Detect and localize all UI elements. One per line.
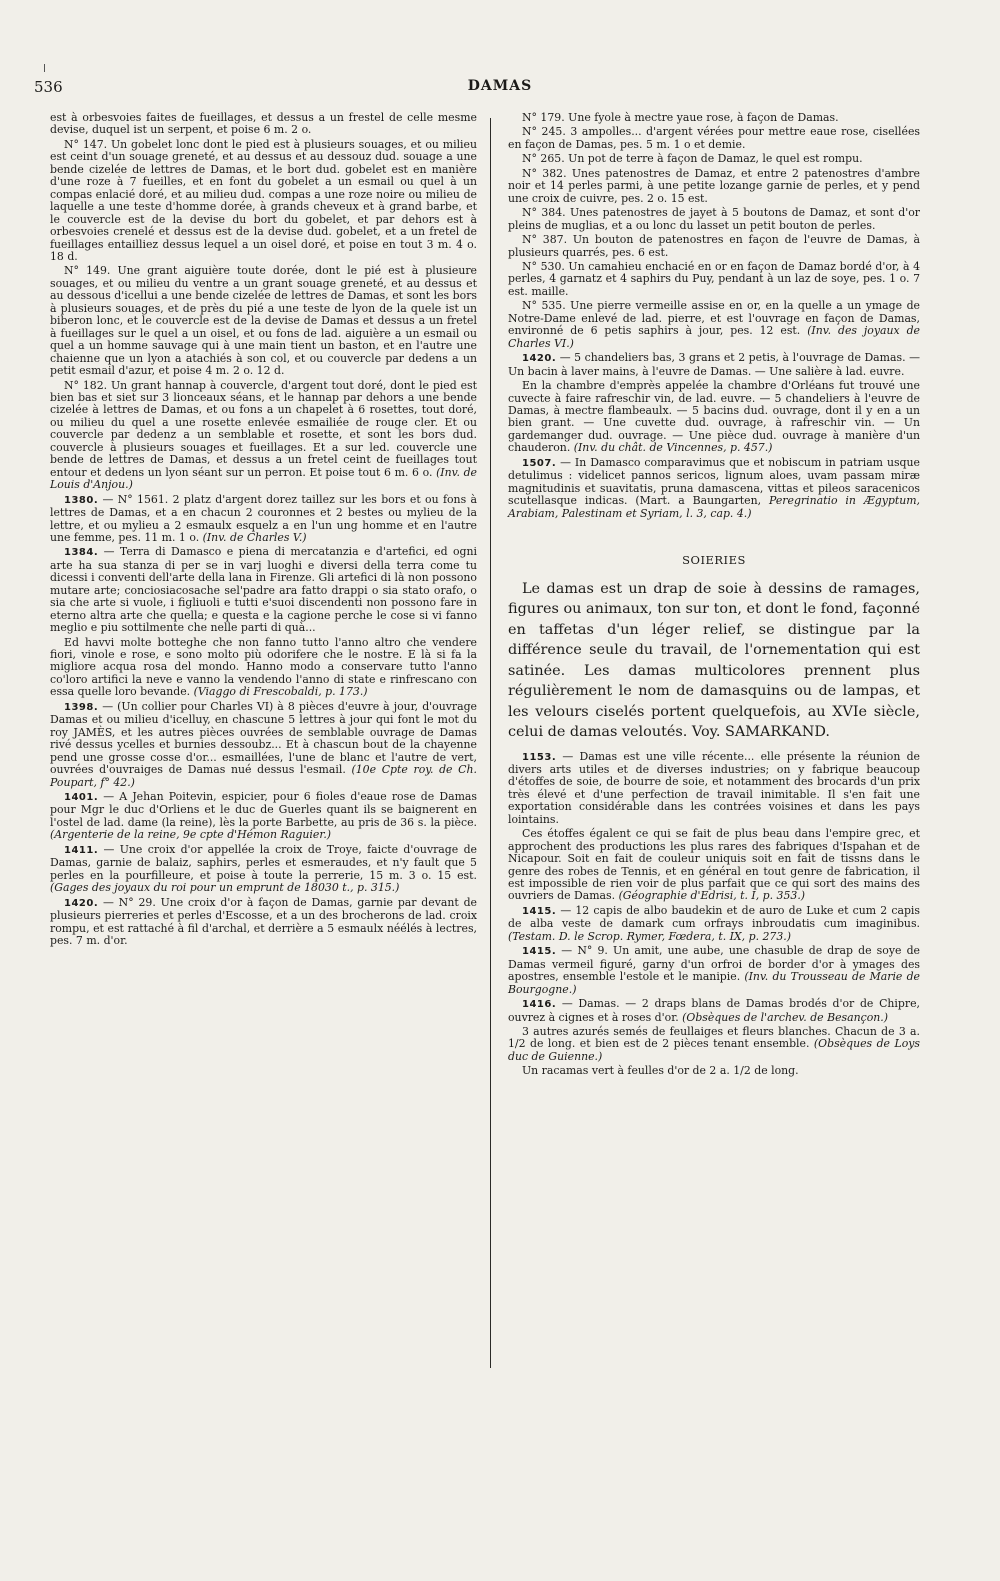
entry-text: N° 384. Unes patenostres de jayet à 5 boutons de Damaz, et sont d'or pleins de muglias, et a ou lonc du lasset un petit bouton de perles.: [508, 206, 920, 232]
entry-text: — In Damasco comparavimus que et nobiscum in patriam usque detulimus : videlicet pannos sericos, lignum aloes, uvam passam miræ magnitudinis et suavitatis, pruna damascena, vittas et pileos saracenicos scutellasque indicas. (Mart. a Baungarten,: [508, 455, 920, 508]
entry-text: — 5 chandeliers bas, 3 grans et 2 petis, à l'ouvrage de Damas. — Un bacin à laver mains, à l'euvre de Damas. — Une salière à lad. euvre.: [508, 351, 920, 378]
entry-text: — Terra di Damasco e piena di mercatanzia e d'artefici, ed ogni arte ha sua stanza di per se in varj luoghi e diversi della terra come tu dicessi i conventi dell'arte della lana in Firenze. Gli artefici di là non possono mutare arte; conciosiacosache sel'padre ara fatto drappi o sia stato orafo, o sia che arte si vuole, i figliuoli e tutti e'suoi discendenti non possono fare in eterno altra arte che quella; e questa e la cagione perche le cose si vi fanno meglio e piu sottilmente che nelle parti di quà...: [50, 545, 478, 635]
entry-text: 3 autres azurés semés de feullaiges et fleurs blanches. Chacun de 3 a. 1/2 de long. et bien est de 2 pièces tenant ensemble.: [508, 1025, 920, 1051]
entry-text: En la chambre d'emprès appelée la chambre d'Orléans fut trouvé une cuvecte à faire rafreschir vin, de lad. euvre. — 5 chandeliers à l'euvre de Damas, à mectre flambeaulx. — 5 bacins dud. ouvrage, dont il y en a un bien grant. — Une cuvette dud. ouvrage, à rafreschir vin. — Un gardemanger dud. ouvrage. — Une pièce dud. ouvrage à manière d'un chauderon.: [508, 379, 920, 455]
entry-text: Un racamas vert à feulles d'or de 2 a. 1/2 de long.: [522, 1064, 799, 1078]
entry-text: — Damas. — 2 draps blans de Damas brodés d'or de Chipre, ouvrez à cignes et à roses d'or.: [508, 997, 920, 1024]
entry: [508, 261, 920, 298]
entry-source: (10e Cpte roy. de Ch. Poupart, f° 42.): [50, 763, 477, 789]
entry: [508, 457, 920, 520]
entry-text: — (Un collier pour Charles VI) à 8 pièces d'euvre à jour, d'ouvrage Damas et ou milieu d'icelluy, en chascune 5 lettres à jour qui font le mot du roy JAMÈS, et les autres pièces ouvrées de semblable ouvrage de Damas rivé dessus ycelles et burnies dessoubz... Et à chascun bout de la chayenne pend une grosse cosse d'or... esmaillées, l'une de blanc et l'autre de vert, ouvrées d'ouvraiges de Damas nué dessus l'esmail.: [50, 699, 477, 777]
entry: [508, 207, 920, 232]
entry: [50, 844, 477, 895]
entry-text: N° 179. Une fyole à mectre yaue rose, à façon de Damas.: [522, 111, 839, 124]
entry: [50, 380, 477, 492]
entry: [508, 998, 920, 1024]
entry-year: 1420.: [64, 897, 99, 909]
entry-year: 1380.: [64, 494, 99, 506]
entry-source: (Viaggo di Frescobaldi, p. 173.): [193, 685, 368, 699]
entry: [508, 352, 920, 378]
entry-year: 1411.: [64, 844, 99, 856]
entry-year: 1416.: [522, 999, 557, 1011]
entry-text: Ces étoffes égalent ce qui se fait de plus beau dans l'empire grec, et approchent des productions les plus rares des fabriques d'Ispahan et de Nicapour. Soit en fait de couleur uniquis soit en fait de tissns dans le genre des robes de Tennis, et en général en tout genre de fabrication, il est impossible de rien voir de plus parfait que ce qui sort des mains des ouvriers de Damas.: [508, 827, 920, 903]
entry: [50, 701, 477, 789]
entry-text: N° 182. Un grant hannap à couvercle, d'argent tout doré, dont le pied est bien bas et siet sur 3 lionceaux séans, et le hannap par dehors a une bende cizelée à lettres de Damas, et ou fons a un chapelet à 6 rosettes, tout doré, ou milieu du quel a une rosette enlevée esmailiée de rouge cler. Et ou couvercle par dedenz a un semblable et rosette, et sont les bors dud. couvercle à plusieurs souages et fueillages. Et a sur led. couvercle une bende de lettres de Damas, et dessus a un fretel ceint de fueillages tout entour et dedens un lyon séant sur un perron. Et poise tout 6 m. 6 o.: [50, 378, 477, 479]
entry-year: 1420.: [522, 353, 557, 365]
entry: [508, 1026, 920, 1063]
entry-source: (Obsèques de l'archev. de Besançon.): [682, 1010, 889, 1024]
entry-year: 1384.: [64, 547, 99, 559]
entry: [508, 300, 920, 350]
entry-text: N° 530. Un camahieu enchacié en or en façon de Damaz bordé d'or, à 4 perles, 4 garnatz et 4 saphirs du Puy, pendant à un laz de soye, pes. 1 o. 7 est. maille.: [508, 259, 920, 298]
entry-text: — N° 1561. 2 platz d'argent dorez taillez sur les bors et ou fons à lettres de Damas, et a en chacun 2 couronnes et 2 bestes ou mylieu de la lettre, et ou mylieu a 2 esmaulx esquelz a en l'un ung homme et en l'autre une femme, pes. 11 m. 1 o.: [50, 492, 477, 544]
entry-source: (Obsèques de Loys duc de Guienne.): [508, 1037, 920, 1063]
entry-text: N° 245. 3 ampolles... d'argent vérées pour mettre eaue rose, cisellées en façon de Damas, pes. 5 m. 1 o et demie.: [508, 125, 920, 151]
entry-source: Peregrinatio in Ægyptum, Arabiam, Palestinam et Syriam, l. 3, cap. 4.): [508, 494, 920, 520]
margin-mark: [44, 64, 45, 72]
entry-source: (Inv. de Louis d'Anjou.): [50, 465, 477, 492]
right-column: [508, 112, 920, 1080]
entry-source: (Testam. D. le Scrop. Rymer, Fœdera, t. IX, p. 273.): [508, 929, 791, 943]
page-header: [0, 78, 1000, 102]
entry-text: N° 387. Un bouton de patenostres en façon de l'euvre de Damas, à plusieurs quarrés, pes. 6 est.: [508, 233, 920, 259]
entry-source: (Géographie d'Edrisi, t. I, p. 353.): [618, 889, 806, 903]
entry-year: 1507.: [522, 457, 557, 469]
section-intro: [508, 579, 920, 743]
entry-source: (Inv. du chât. de Vincennes, p. 457.): [573, 441, 773, 455]
entry-text: — Une croix d'or appellée la croix de Troye, faicte d'ouvrage de Damas, garnie de balaiz, saphirs, perles et esmeraudes, et n'y fault que 5 perles en la pourfilleure, et poise à toute la perrerie, 15 m. 3 o. 15 est.: [50, 842, 477, 882]
entry-text: — N° 9. Un amit, une aube, une chasuble de drap de soye de Damas vermeil figuré, garny d'un orfroi de border d'or à ymages des apostres, ensemble l'estole et le manipie.: [508, 944, 920, 984]
entry: [508, 112, 920, 124]
entry-year: 1153.: [522, 751, 557, 763]
entry-text: — Damas est une ville récente... elle présente la réunion de divers arts utiles et de diverses industries; on y fabrique beaucoup d'étoffes de soie, de bourre de soie, et notamment des brocards d'un prix très élevé et d'une perfection de travail inimitable. Il s'en fait une exportation considérable dans les contrées voisines et dans les pays lointains.: [508, 749, 920, 826]
entry-source: (Inv. de Charles V.): [202, 530, 307, 544]
entry-year: 1415.: [522, 946, 557, 958]
entry: [50, 494, 477, 545]
left-column: [50, 112, 477, 949]
entry-text: N° 149. Une grant aiguière toute dorée, dont le pié est à plusieure souages, et ou milieu du ventre a un grant souage greneté, et au dessus et au dessous d'icellui a une bende cizelée de lettres de Damas, et sont les bors à plusieurs souages, et de près du pié a une teste de lyon de la quele ist un biberon lonc, et le couvercle est de la devise de Damas et dessus a un fretel à fueillages sur le quel a un oisel, et ou fons de lad. aiguière a un esmail ou quel a un homme sauvage qui à une main tient un baston, et en l'autre une chaienne que un lyon a atachiés à son col, et ou couvercle par dedens a un petit esmail d'azur, et poise 4 m. 2 o. 12 d.: [50, 264, 477, 378]
entry: [508, 828, 920, 903]
entry-year: 1415.: [522, 905, 557, 917]
entry: [50, 265, 477, 377]
entry-source: (Inv. du Trousseau de Marie de Bourgogne.): [508, 970, 920, 996]
entry: [508, 153, 920, 165]
entry-source: (Inv. des joyaux de Charles VI.): [508, 324, 920, 350]
entry-text: — A Jehan Poitevin, espicier, pour 6 fioles d'eaue rose de Damas pour Mgr le duc d'Orliens et le duc de Guerles quant ils se baignerent en l'ostel de lad. dame (la reine), lès la porte Barbette, au pris de 36 s. la pièce.: [50, 790, 477, 829]
entry-text: — 12 capis de albo baudekin et de auro de Luke et cum 2 capis de alba veste de damark cum orfrays inbroudatis cum imaginibus.: [508, 903, 920, 931]
entry: [508, 751, 920, 827]
running-title: DAMAS: [467, 78, 533, 94]
entry: [508, 945, 920, 996]
entry: [50, 112, 477, 137]
entry: [508, 380, 920, 455]
entry: [50, 897, 477, 948]
entry-text: N° 265. Un pot de terre à façon de Damaz, le quel est rompu.: [522, 152, 863, 166]
entry: [508, 126, 920, 151]
entry-text: N° 382. Unes patenostres de Damaz, et entre 2 patenostres d'ambre noir et 14 perles parmi, à une petite lozange garnie de perles, et y pend une croix de cuivre, pes. 2 o. 15 est.: [508, 166, 920, 205]
section-title: SOIERIES: [682, 553, 746, 568]
entry: [508, 1065, 920, 1077]
entry-source: (Argenterie de la reine, 9e cpte d'Hémon Raguier.): [50, 828, 332, 842]
entry-text: — N° 29. Une croix d'or à façon de Damas, garnie par devant de plusieurs pierreries et perles d'Escosse, et a un des brocherons de lad. croix rompu, et est rattaché à fil d'archal, et derrière a 5 esmaulx néélés à lectres, pes. 7 m. d'or.: [50, 895, 477, 947]
column-rule: [490, 118, 491, 1368]
section-paragraph: Le damas est un drap de soie à dessins de ramages, figures ou animaux, ton sur ton, et dont le fond, façonné en taffetas d'un léger relief, se distingue par la différence seule du travail, de l'ornementation qui est satinée. Les damas multicolores prennent plus régulièrement le nom de damasquins ou de lampas, et les velours ciselés portent quelquefois, au XVIe siècle, celui de damas veloutés. Voy. SAMARKAND.: [508, 580, 920, 740]
entry-year: 1398.: [64, 701, 99, 713]
right-column-entries-after: [508, 751, 920, 1078]
entry-text: est à orbesvoies faites de fueillages, et dessus a un frestel de celle mesme devise, duquel ist un serpent, et poise 6 m. 2 o.: [50, 111, 477, 137]
right-column-entries: [508, 112, 920, 520]
entry-year: 1401.: [64, 792, 99, 804]
page-number: 536: [34, 78, 63, 96]
entry: [50, 139, 477, 264]
entry-source: (Gages des joyaux du roi pour un emprunt de 18030 t., p. 315.): [50, 881, 400, 895]
entry: [50, 637, 477, 699]
entry-text: Ed havvi molte botteghe che non fanno tutto l'anno altro che vendere fiori, vinole e rose, e sono molto più odorifere che le nostre. E là si fa la migliore acqua rosa del mondo. Hanno modo a conservare tutto l'anno co'loro artifici la neve e vanno la vendendo l'anno di state e rinfrescano con essa quelle loro bevande.: [50, 635, 477, 699]
entry-text: N° 535. Une pierre vermeille assise en or, en la quelle a un ymage de Notre-Dame enlevé de lad. pierre, et est l'ouvrage en façon de Damas, environné de 6 petis saphirs à jour, pes. 12 est.: [508, 299, 920, 338]
entry-text: N° 147. Un gobelet lonc dont le pied est à plusieurs souages, et ou milieu est ceint d'un souage greneté, et au dessus et au dessouz dud. souage a une bende cizelée de lettres de Damas, et le bort dud. gobelet est en manière d'une roze à 7 fueilles, et en font du gobelet a un esmail ou quel à un compas enlacié doré, et au milieu dud. compas a une roze noire ou milieu de laquelle a une teste d'homme dorée, à grands cheveux et à grand barbe, et le couvercle est de la devise du bort du gobelet, et par dehors est à orbesvoies crenelé et dessus est de la devise dud. gobelet, et a un fretel de fueillages entailliez dessus lequel a un oisel doré, et poise en tout 3 m. 4 o. 18 d.: [50, 137, 477, 263]
entry: [508, 168, 920, 205]
entry: [50, 546, 477, 634]
entry: [50, 791, 477, 842]
entry: [508, 905, 920, 943]
entry: [508, 234, 920, 259]
